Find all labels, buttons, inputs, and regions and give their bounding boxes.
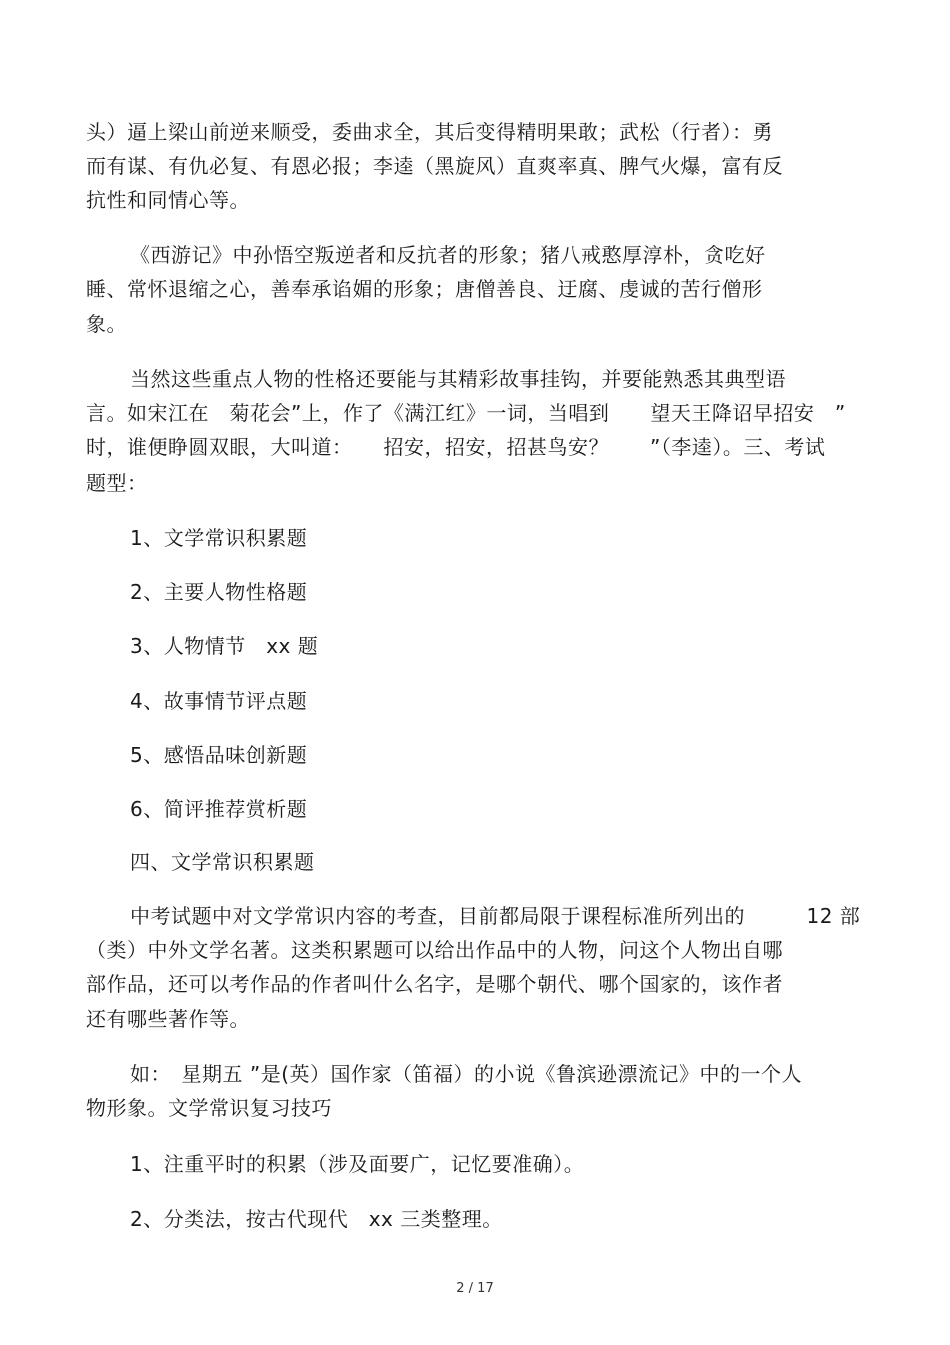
list-item: 6、简评推荐赏析题 — [130, 797, 308, 821]
text-line: 《西游记》中孙悟空叛逆者和反抗者的形象；猪八戒憨厚淳朴，贪吃好 — [130, 243, 766, 267]
text-line: 部作品，还可以考作品的作者叫什么名字，是哪个朝代、哪个国家的，该作者 — [86, 972, 783, 996]
list-item: 2、主要人物性格题 — [130, 580, 308, 604]
page-number: 2 / 17 — [456, 1281, 494, 1296]
text-line: 象。 — [86, 312, 127, 336]
text-line: 当然这些重点人物的性格还要能与其精彩故事挂钩，并要能熟悉其典型语 — [130, 367, 786, 391]
text-line: （类）中外文学名著。这类积累题可以给出作品中的人物，问这个人物出自哪 — [86, 938, 783, 962]
list-item: 2、分类法，按古代现代 xx 三类整理。 — [130, 1207, 503, 1231]
text-line: 还有哪些著作等。 — [86, 1007, 250, 1031]
text-line: 时，谁便睁圆双眼，大叫道： 招安，招安，招甚鸟安？ ”（李逵）。三、考试 — [86, 435, 826, 459]
text-line: 而有谋、有仇必复、有恩必报；李逵（黑旋风）直爽率真、脾气火爆，富有反 — [86, 154, 783, 178]
text-line: 如： 星期五 ”是(英）国作家（笛福）的小说《鲁滨逊漂流记》中的一个人 — [130, 1062, 803, 1086]
text-line: 头）逼上梁山前逆来顺受，委曲求全，其后变得精明果敢；武松（行者）：勇 — [86, 120, 773, 144]
text-line: 言。如宋江在 菊花会”上，作了《满江红》一词，当唱到 望天王降诏早招安 ” — [86, 401, 846, 425]
list-item: 3、人物情节 xx 题 — [130, 634, 319, 658]
list-item: 1、注重平时的积累（涉及面要广，记忆要准确）。 — [130, 1152, 585, 1176]
list-item: 5、感悟品味创新题 — [130, 743, 308, 767]
text-line: 物形象。文学常识复习技巧 — [86, 1096, 332, 1120]
text-line: 睡、常怀退缩之心，善奉承谄媚的形象；唐僧善良、迂腐、虔诚的苦行僧形 — [86, 277, 763, 301]
section-heading: 四、文学常识积累题 — [130, 850, 315, 874]
text-line: 题型： — [86, 471, 148, 495]
text-line: 抗性和同情心等。 — [86, 188, 250, 212]
text-line: 中考试题中对文学常识内容的考查，目前都局限于课程标准所列出的 12 部 — [130, 904, 861, 928]
list-item: 1、文学常识积累题 — [130, 526, 308, 550]
list-item: 4、故事情节评点题 — [130, 689, 308, 713]
